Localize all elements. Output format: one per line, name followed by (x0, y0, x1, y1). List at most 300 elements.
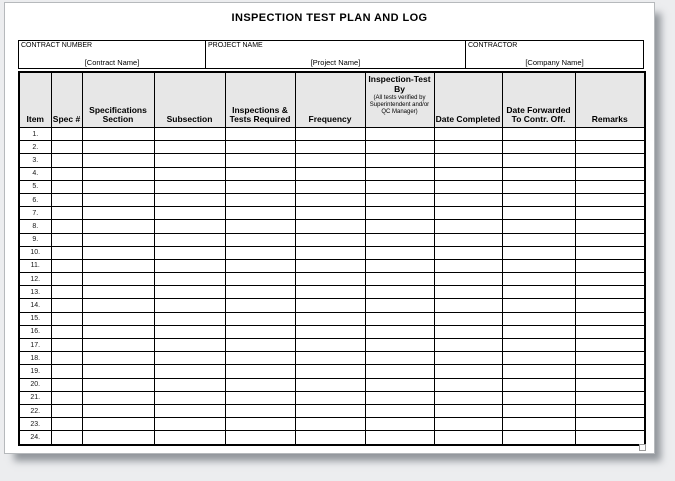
empty-cell-subsection[interactable] (154, 233, 225, 246)
empty-cell-inspections-tests-required[interactable] (225, 180, 295, 193)
empty-cell-inspections-tests-required[interactable] (225, 167, 295, 180)
empty-cell-specifications-section[interactable] (82, 339, 154, 352)
row-number-cell: 19. (19, 365, 51, 378)
empty-cell-spec-number[interactable] (51, 220, 82, 233)
row-number-cell: 7. (19, 207, 51, 220)
empty-cell-date-completed[interactable] (434, 154, 502, 167)
empty-cell-specifications-section[interactable] (82, 220, 154, 233)
empty-cell-date-completed[interactable] (434, 431, 502, 445)
empty-cell-inspections-tests-required[interactable] (225, 312, 295, 325)
empty-cell-frequency[interactable] (295, 431, 365, 445)
empty-cell-inspections-tests-required[interactable] (225, 299, 295, 312)
empty-cell-subsection[interactable] (154, 286, 225, 299)
empty-cell-inspections-tests-required[interactable] (225, 404, 295, 417)
empty-cell-date-completed[interactable] (434, 246, 502, 259)
empty-cell-specifications-section[interactable] (82, 180, 154, 193)
empty-cell-remarks[interactable] (575, 154, 645, 167)
empty-cell-inspection-test-by[interactable] (365, 365, 434, 378)
empty-cell-inspections-tests-required[interactable] (225, 207, 295, 220)
empty-cell-spec-number[interactable] (51, 128, 82, 141)
empty-cell-specifications-section[interactable] (82, 246, 154, 259)
empty-cell-spec-number[interactable] (51, 259, 82, 272)
empty-cell-inspections-tests-required[interactable] (225, 286, 295, 299)
table-body (19, 128, 645, 445)
empty-cell-frequency[interactable] (295, 273, 365, 286)
empty-cell-inspection-test-by[interactable] (365, 418, 434, 431)
empty-cell-remarks[interactable] (575, 273, 645, 286)
empty-cell-subsection[interactable] (154, 339, 225, 352)
empty-cell-date-completed[interactable] (434, 404, 502, 417)
empty-cell-date-completed[interactable] (434, 233, 502, 246)
empty-cell-date-forwarded[interactable] (502, 233, 575, 246)
empty-cell-date-forwarded[interactable] (502, 391, 575, 404)
info-cell-contract-number (19, 41, 206, 68)
empty-cell-date-forwarded[interactable] (502, 365, 575, 378)
empty-cell-date-forwarded[interactable] (502, 154, 575, 167)
column-header-date-completed (434, 72, 502, 128)
empty-cell-specifications-section[interactable] (82, 207, 154, 220)
empty-cell-subsection[interactable] (154, 312, 225, 325)
empty-cell-inspections-tests-required[interactable] (225, 391, 295, 404)
table-row-6 (19, 193, 645, 206)
column-header-spec-number (51, 72, 82, 128)
column-header-label: Date Completed (435, 114, 501, 125)
empty-cell-spec-number[interactable] (51, 365, 82, 378)
empty-cell-frequency[interactable] (295, 352, 365, 365)
row-number-cell: 11. (19, 259, 51, 272)
empty-cell-date-completed[interactable] (434, 339, 502, 352)
empty-cell-spec-number[interactable] (51, 391, 82, 404)
empty-cell-specifications-section[interactable] (82, 431, 154, 445)
row-number-cell: 8. (19, 220, 51, 233)
empty-cell-remarks[interactable] (575, 378, 645, 391)
empty-cell-spec-number[interactable] (51, 141, 82, 154)
empty-cell-subsection[interactable] (154, 167, 225, 180)
info-label-project-name: PROJECT NAME (208, 42, 263, 49)
empty-cell-remarks[interactable] (575, 312, 645, 325)
empty-cell-spec-number[interactable] (51, 352, 82, 365)
info-label-contract-number: CONTRACT NUMBER (21, 42, 93, 49)
empty-cell-spec-number[interactable] (51, 378, 82, 391)
empty-cell-date-forwarded[interactable] (502, 207, 575, 220)
table-row-14 (19, 299, 645, 312)
header-row (19, 72, 645, 128)
empty-cell-inspection-test-by[interactable] (365, 154, 434, 167)
empty-cell-spec-number[interactable] (51, 233, 82, 246)
empty-cell-specifications-section[interactable] (82, 391, 154, 404)
empty-cell-specifications-section[interactable] (82, 365, 154, 378)
table-row-2 (19, 141, 645, 154)
row-number-cell: 4. (19, 167, 51, 180)
empty-cell-inspection-test-by[interactable] (365, 193, 434, 206)
empty-cell-date-forwarded[interactable] (502, 286, 575, 299)
empty-cell-date-forwarded[interactable] (502, 352, 575, 365)
empty-cell-remarks[interactable] (575, 141, 645, 154)
empty-cell-date-completed[interactable] (434, 220, 502, 233)
empty-cell-inspection-test-by[interactable] (365, 259, 434, 272)
table-row-16 (19, 325, 645, 338)
empty-cell-date-forwarded[interactable] (502, 339, 575, 352)
empty-cell-remarks[interactable] (575, 286, 645, 299)
empty-cell-remarks[interactable] (575, 259, 645, 272)
column-header-note: (All tests verified by Superintendent and/or QC Manager) (369, 95, 430, 116)
empty-cell-frequency[interactable] (295, 154, 365, 167)
empty-cell-date-forwarded[interactable] (502, 220, 575, 233)
empty-cell-specifications-section[interactable] (82, 352, 154, 365)
empty-cell-specifications-section[interactable] (82, 273, 154, 286)
empty-cell-inspection-test-by[interactable] (365, 167, 434, 180)
column-header-label: Item (26, 114, 44, 125)
info-placeholder-contractor[interactable]: [Company Name] (525, 58, 584, 67)
row-number-cell: 17. (19, 339, 51, 352)
empty-cell-subsection[interactable] (154, 128, 225, 141)
empty-cell-remarks[interactable] (575, 128, 645, 141)
empty-cell-specifications-section[interactable] (82, 233, 154, 246)
info-header-row (18, 40, 644, 69)
empty-cell-date-completed[interactable] (434, 180, 502, 193)
row-number-cell: 23. (19, 418, 51, 431)
document-page (4, 2, 655, 454)
row-number-cell: 12. (19, 273, 51, 286)
empty-cell-remarks[interactable] (575, 193, 645, 206)
empty-cell-specifications-section[interactable] (82, 154, 154, 167)
empty-cell-frequency[interactable] (295, 404, 365, 417)
empty-cell-specifications-section[interactable] (82, 141, 154, 154)
table-row-8 (19, 220, 645, 233)
table-row-10 (19, 246, 645, 259)
empty-cell-inspections-tests-required[interactable] (225, 273, 295, 286)
empty-cell-subsection[interactable] (154, 352, 225, 365)
empty-cell-date-completed[interactable] (434, 286, 502, 299)
column-header-label: Inspection-Test By (368, 74, 431, 94)
empty-cell-specifications-section[interactable] (82, 167, 154, 180)
empty-cell-specifications-section[interactable] (82, 312, 154, 325)
empty-cell-remarks[interactable] (575, 180, 645, 193)
empty-cell-specifications-section[interactable] (82, 193, 154, 206)
empty-cell-specifications-section[interactable] (82, 418, 154, 431)
row-number-cell: 5. (19, 180, 51, 193)
table-row-5 (19, 180, 645, 193)
empty-cell-date-completed[interactable] (434, 273, 502, 286)
table-row-24 (19, 431, 645, 445)
column-header-label: Subsection (166, 114, 213, 125)
info-label-contractor: CONTRACTOR (468, 42, 518, 49)
empty-cell-frequency[interactable] (295, 193, 365, 206)
table-row-7 (19, 207, 645, 220)
empty-cell-spec-number[interactable] (51, 154, 82, 167)
empty-cell-inspection-test-by[interactable] (365, 246, 434, 259)
empty-cell-inspections-tests-required[interactable] (225, 325, 295, 338)
empty-cell-spec-number[interactable] (51, 325, 82, 338)
empty-cell-date-forwarded[interactable] (502, 325, 575, 338)
empty-cell-specifications-section[interactable] (82, 286, 154, 299)
table-row-1 (19, 128, 645, 141)
empty-cell-inspections-tests-required[interactable] (225, 339, 295, 352)
column-header-label: Spec # (52, 114, 81, 125)
empty-cell-inspection-test-by[interactable] (365, 141, 434, 154)
empty-cell-remarks[interactable] (575, 246, 645, 259)
row-number-cell: 20. (19, 378, 51, 391)
empty-cell-spec-number[interactable] (51, 246, 82, 259)
empty-cell-spec-number[interactable] (51, 418, 82, 431)
empty-cell-date-completed[interactable] (434, 141, 502, 154)
empty-cell-frequency[interactable] (295, 259, 365, 272)
empty-cell-date-completed[interactable] (434, 259, 502, 272)
table-row-21 (19, 391, 645, 404)
empty-cell-inspection-test-by[interactable] (365, 180, 434, 193)
empty-cell-inspection-test-by[interactable] (365, 207, 434, 220)
column-header-frequency (295, 72, 365, 128)
empty-cell-date-completed[interactable] (434, 418, 502, 431)
empty-cell-subsection[interactable] (154, 378, 225, 391)
row-number-cell: 10. (19, 246, 51, 259)
empty-cell-specifications-section[interactable] (82, 404, 154, 417)
empty-cell-frequency[interactable] (295, 286, 365, 299)
empty-cell-inspection-test-by[interactable] (365, 352, 434, 365)
table-row-20 (19, 378, 645, 391)
empty-cell-date-completed[interactable] (434, 299, 502, 312)
empty-cell-inspections-tests-required[interactable] (225, 193, 295, 206)
empty-cell-inspections-tests-required[interactable] (225, 378, 295, 391)
table-resize-handle[interactable] (639, 444, 646, 451)
empty-cell-date-forwarded[interactable] (502, 418, 575, 431)
empty-cell-specifications-section[interactable] (82, 299, 154, 312)
empty-cell-remarks[interactable] (575, 352, 645, 365)
empty-cell-frequency[interactable] (295, 418, 365, 431)
table-row-3 (19, 154, 645, 167)
empty-cell-frequency[interactable] (295, 167, 365, 180)
row-number-cell: 24. (19, 431, 51, 445)
empty-cell-remarks[interactable] (575, 233, 645, 246)
column-header-label: Date Forwarded To Contr. Off. (506, 104, 571, 125)
table-row-17 (19, 339, 645, 352)
empty-cell-frequency[interactable] (295, 128, 365, 141)
table-row-11 (19, 259, 645, 272)
column-header-remarks (575, 72, 645, 128)
empty-cell-remarks[interactable] (575, 339, 645, 352)
empty-cell-date-completed[interactable] (434, 365, 502, 378)
empty-cell-remarks[interactable] (575, 391, 645, 404)
empty-cell-specifications-section[interactable] (82, 128, 154, 141)
empty-cell-date-forwarded[interactable] (502, 193, 575, 206)
empty-cell-spec-number[interactable] (51, 299, 82, 312)
empty-cell-frequency[interactable] (295, 233, 365, 246)
info-cell-contractor (466, 41, 643, 68)
empty-cell-inspection-test-by[interactable] (365, 273, 434, 286)
empty-cell-inspection-test-by[interactable] (365, 233, 434, 246)
empty-cell-subsection[interactable] (154, 259, 225, 272)
empty-cell-date-completed[interactable] (434, 207, 502, 220)
empty-cell-frequency[interactable] (295, 220, 365, 233)
empty-cell-inspection-test-by[interactable] (365, 404, 434, 417)
empty-cell-spec-number[interactable] (51, 273, 82, 286)
empty-cell-inspection-test-by[interactable] (365, 220, 434, 233)
empty-cell-frequency[interactable] (295, 391, 365, 404)
empty-cell-inspections-tests-required[interactable] (225, 246, 295, 259)
row-number-cell: 21. (19, 391, 51, 404)
row-number-cell: 18. (19, 352, 51, 365)
empty-cell-inspections-tests-required[interactable] (225, 365, 295, 378)
empty-cell-subsection[interactable] (154, 207, 225, 220)
info-placeholder-project-name[interactable]: [Project Name] (310, 58, 361, 67)
empty-cell-inspection-test-by[interactable] (365, 431, 434, 445)
column-header-item (19, 72, 51, 128)
info-cell-project-name (206, 41, 466, 68)
table-header (19, 72, 645, 128)
empty-cell-inspection-test-by[interactable] (365, 286, 434, 299)
empty-cell-inspections-tests-required[interactable] (225, 418, 295, 431)
row-number-cell: 6. (19, 193, 51, 206)
row-number-cell: 9. (19, 233, 51, 246)
empty-cell-inspection-test-by[interactable] (365, 339, 434, 352)
empty-cell-spec-number[interactable] (51, 207, 82, 220)
empty-cell-inspection-test-by[interactable] (365, 325, 434, 338)
empty-cell-frequency[interactable] (295, 180, 365, 193)
empty-cell-subsection[interactable] (154, 180, 225, 193)
empty-cell-frequency[interactable] (295, 365, 365, 378)
empty-cell-frequency[interactable] (295, 246, 365, 259)
empty-cell-spec-number[interactable] (51, 286, 82, 299)
empty-cell-date-completed[interactable] (434, 325, 502, 338)
empty-cell-date-forwarded[interactable] (502, 312, 575, 325)
column-header-label: Remarks (591, 114, 628, 125)
empty-cell-date-completed[interactable] (434, 378, 502, 391)
empty-cell-date-completed[interactable] (434, 193, 502, 206)
empty-cell-frequency[interactable] (295, 299, 365, 312)
empty-cell-date-completed[interactable] (434, 312, 502, 325)
empty-cell-subsection[interactable] (154, 365, 225, 378)
column-header-label: Frequency (308, 114, 352, 125)
empty-cell-subsection[interactable] (154, 141, 225, 154)
empty-cell-subsection[interactable] (154, 246, 225, 259)
empty-cell-spec-number[interactable] (51, 339, 82, 352)
empty-cell-subsection[interactable] (154, 273, 225, 286)
column-header-label: Inspections & Tests Required (229, 104, 291, 125)
document-title: INSPECTION TEST PLAN AND LOG (231, 12, 428, 24)
table-row-15 (19, 312, 645, 325)
inspection-log-table (18, 71, 646, 446)
empty-cell-frequency[interactable] (295, 207, 365, 220)
empty-cell-remarks[interactable] (575, 167, 645, 180)
empty-cell-inspection-test-by[interactable] (365, 312, 434, 325)
column-header-subsection (154, 72, 225, 128)
empty-cell-date-forwarded[interactable] (502, 273, 575, 286)
row-number-cell: 2. (19, 141, 51, 154)
empty-cell-frequency[interactable] (295, 339, 365, 352)
empty-cell-subsection[interactable] (154, 391, 225, 404)
empty-cell-inspections-tests-required[interactable] (225, 352, 295, 365)
empty-cell-subsection[interactable] (154, 193, 225, 206)
empty-cell-specifications-section[interactable] (82, 325, 154, 338)
table-row-22 (19, 404, 645, 417)
empty-cell-date-forwarded[interactable] (502, 431, 575, 445)
table-row-23 (19, 418, 645, 431)
column-header-label: Specifications Section (89, 104, 147, 125)
empty-cell-spec-number[interactable] (51, 431, 82, 445)
empty-cell-inspection-test-by[interactable] (365, 128, 434, 141)
row-number-cell: 1. (19, 128, 51, 141)
empty-cell-date-completed[interactable] (434, 391, 502, 404)
empty-cell-inspections-tests-required[interactable] (225, 220, 295, 233)
row-number-cell: 14. (19, 299, 51, 312)
table-row-18 (19, 352, 645, 365)
row-number-cell: 22. (19, 404, 51, 417)
empty-cell-frequency[interactable] (295, 141, 365, 154)
empty-cell-inspection-test-by[interactable] (365, 378, 434, 391)
empty-cell-date-forwarded[interactable] (502, 299, 575, 312)
empty-cell-date-forwarded[interactable] (502, 180, 575, 193)
column-header-inspection-test-by (365, 72, 434, 128)
column-header-date-forwarded (502, 72, 575, 128)
empty-cell-date-forwarded[interactable] (502, 404, 575, 417)
empty-cell-frequency[interactable] (295, 312, 365, 325)
empty-cell-remarks[interactable] (575, 220, 645, 233)
row-number-cell: 16. (19, 325, 51, 338)
empty-cell-spec-number[interactable] (51, 193, 82, 206)
empty-cell-specifications-section[interactable] (82, 259, 154, 272)
empty-cell-specifications-section[interactable] (82, 378, 154, 391)
empty-cell-inspections-tests-required[interactable] (225, 259, 295, 272)
empty-cell-subsection[interactable] (154, 325, 225, 338)
empty-cell-inspections-tests-required[interactable] (225, 233, 295, 246)
empty-cell-remarks[interactable] (575, 418, 645, 431)
empty-cell-remarks[interactable] (575, 299, 645, 312)
empty-cell-inspections-tests-required[interactable] (225, 154, 295, 167)
empty-cell-frequency[interactable] (295, 325, 365, 338)
empty-cell-spec-number[interactable] (51, 404, 82, 417)
empty-cell-remarks[interactable] (575, 365, 645, 378)
empty-cell-inspections-tests-required[interactable] (225, 141, 295, 154)
column-header-specifications-section (82, 72, 154, 128)
empty-cell-frequency[interactable] (295, 378, 365, 391)
empty-cell-date-forwarded[interactable] (502, 128, 575, 141)
column-header-inspections-tests-required (225, 72, 295, 128)
empty-cell-date-completed[interactable] (434, 352, 502, 365)
table-row-4 (19, 167, 645, 180)
empty-cell-inspection-test-by[interactable] (365, 391, 434, 404)
empty-cell-date-forwarded[interactable] (502, 259, 575, 272)
empty-cell-subsection[interactable] (154, 431, 225, 445)
empty-cell-subsection[interactable] (154, 299, 225, 312)
empty-cell-spec-number[interactable] (51, 180, 82, 193)
info-placeholder-contract-number[interactable]: [Contract Name] (84, 58, 140, 67)
empty-cell-inspection-test-by[interactable] (365, 299, 434, 312)
empty-cell-remarks[interactable] (575, 207, 645, 220)
row-number-cell: 3. (19, 154, 51, 167)
empty-cell-date-forwarded[interactable] (502, 378, 575, 391)
empty-cell-remarks[interactable] (575, 325, 645, 338)
empty-cell-spec-number[interactable] (51, 312, 82, 325)
empty-cell-date-forwarded[interactable] (502, 167, 575, 180)
empty-cell-inspections-tests-required[interactable] (225, 431, 295, 445)
empty-cell-inspections-tests-required[interactable] (225, 128, 295, 141)
empty-cell-subsection[interactable] (154, 220, 225, 233)
empty-cell-date-forwarded[interactable] (502, 141, 575, 154)
row-number-cell: 13. (19, 286, 51, 299)
empty-cell-subsection[interactable] (154, 154, 225, 167)
table-row-19 (19, 365, 645, 378)
empty-cell-date-forwarded[interactable] (502, 246, 575, 259)
empty-cell-remarks[interactable] (575, 404, 645, 417)
table-row-13 (19, 286, 645, 299)
empty-cell-date-completed[interactable] (434, 128, 502, 141)
empty-cell-date-completed[interactable] (434, 167, 502, 180)
row-number-cell: 15. (19, 312, 51, 325)
empty-cell-subsection[interactable] (154, 404, 225, 417)
empty-cell-subsection[interactable] (154, 418, 225, 431)
empty-cell-remarks[interactable] (575, 431, 645, 445)
empty-cell-spec-number[interactable] (51, 167, 82, 180)
